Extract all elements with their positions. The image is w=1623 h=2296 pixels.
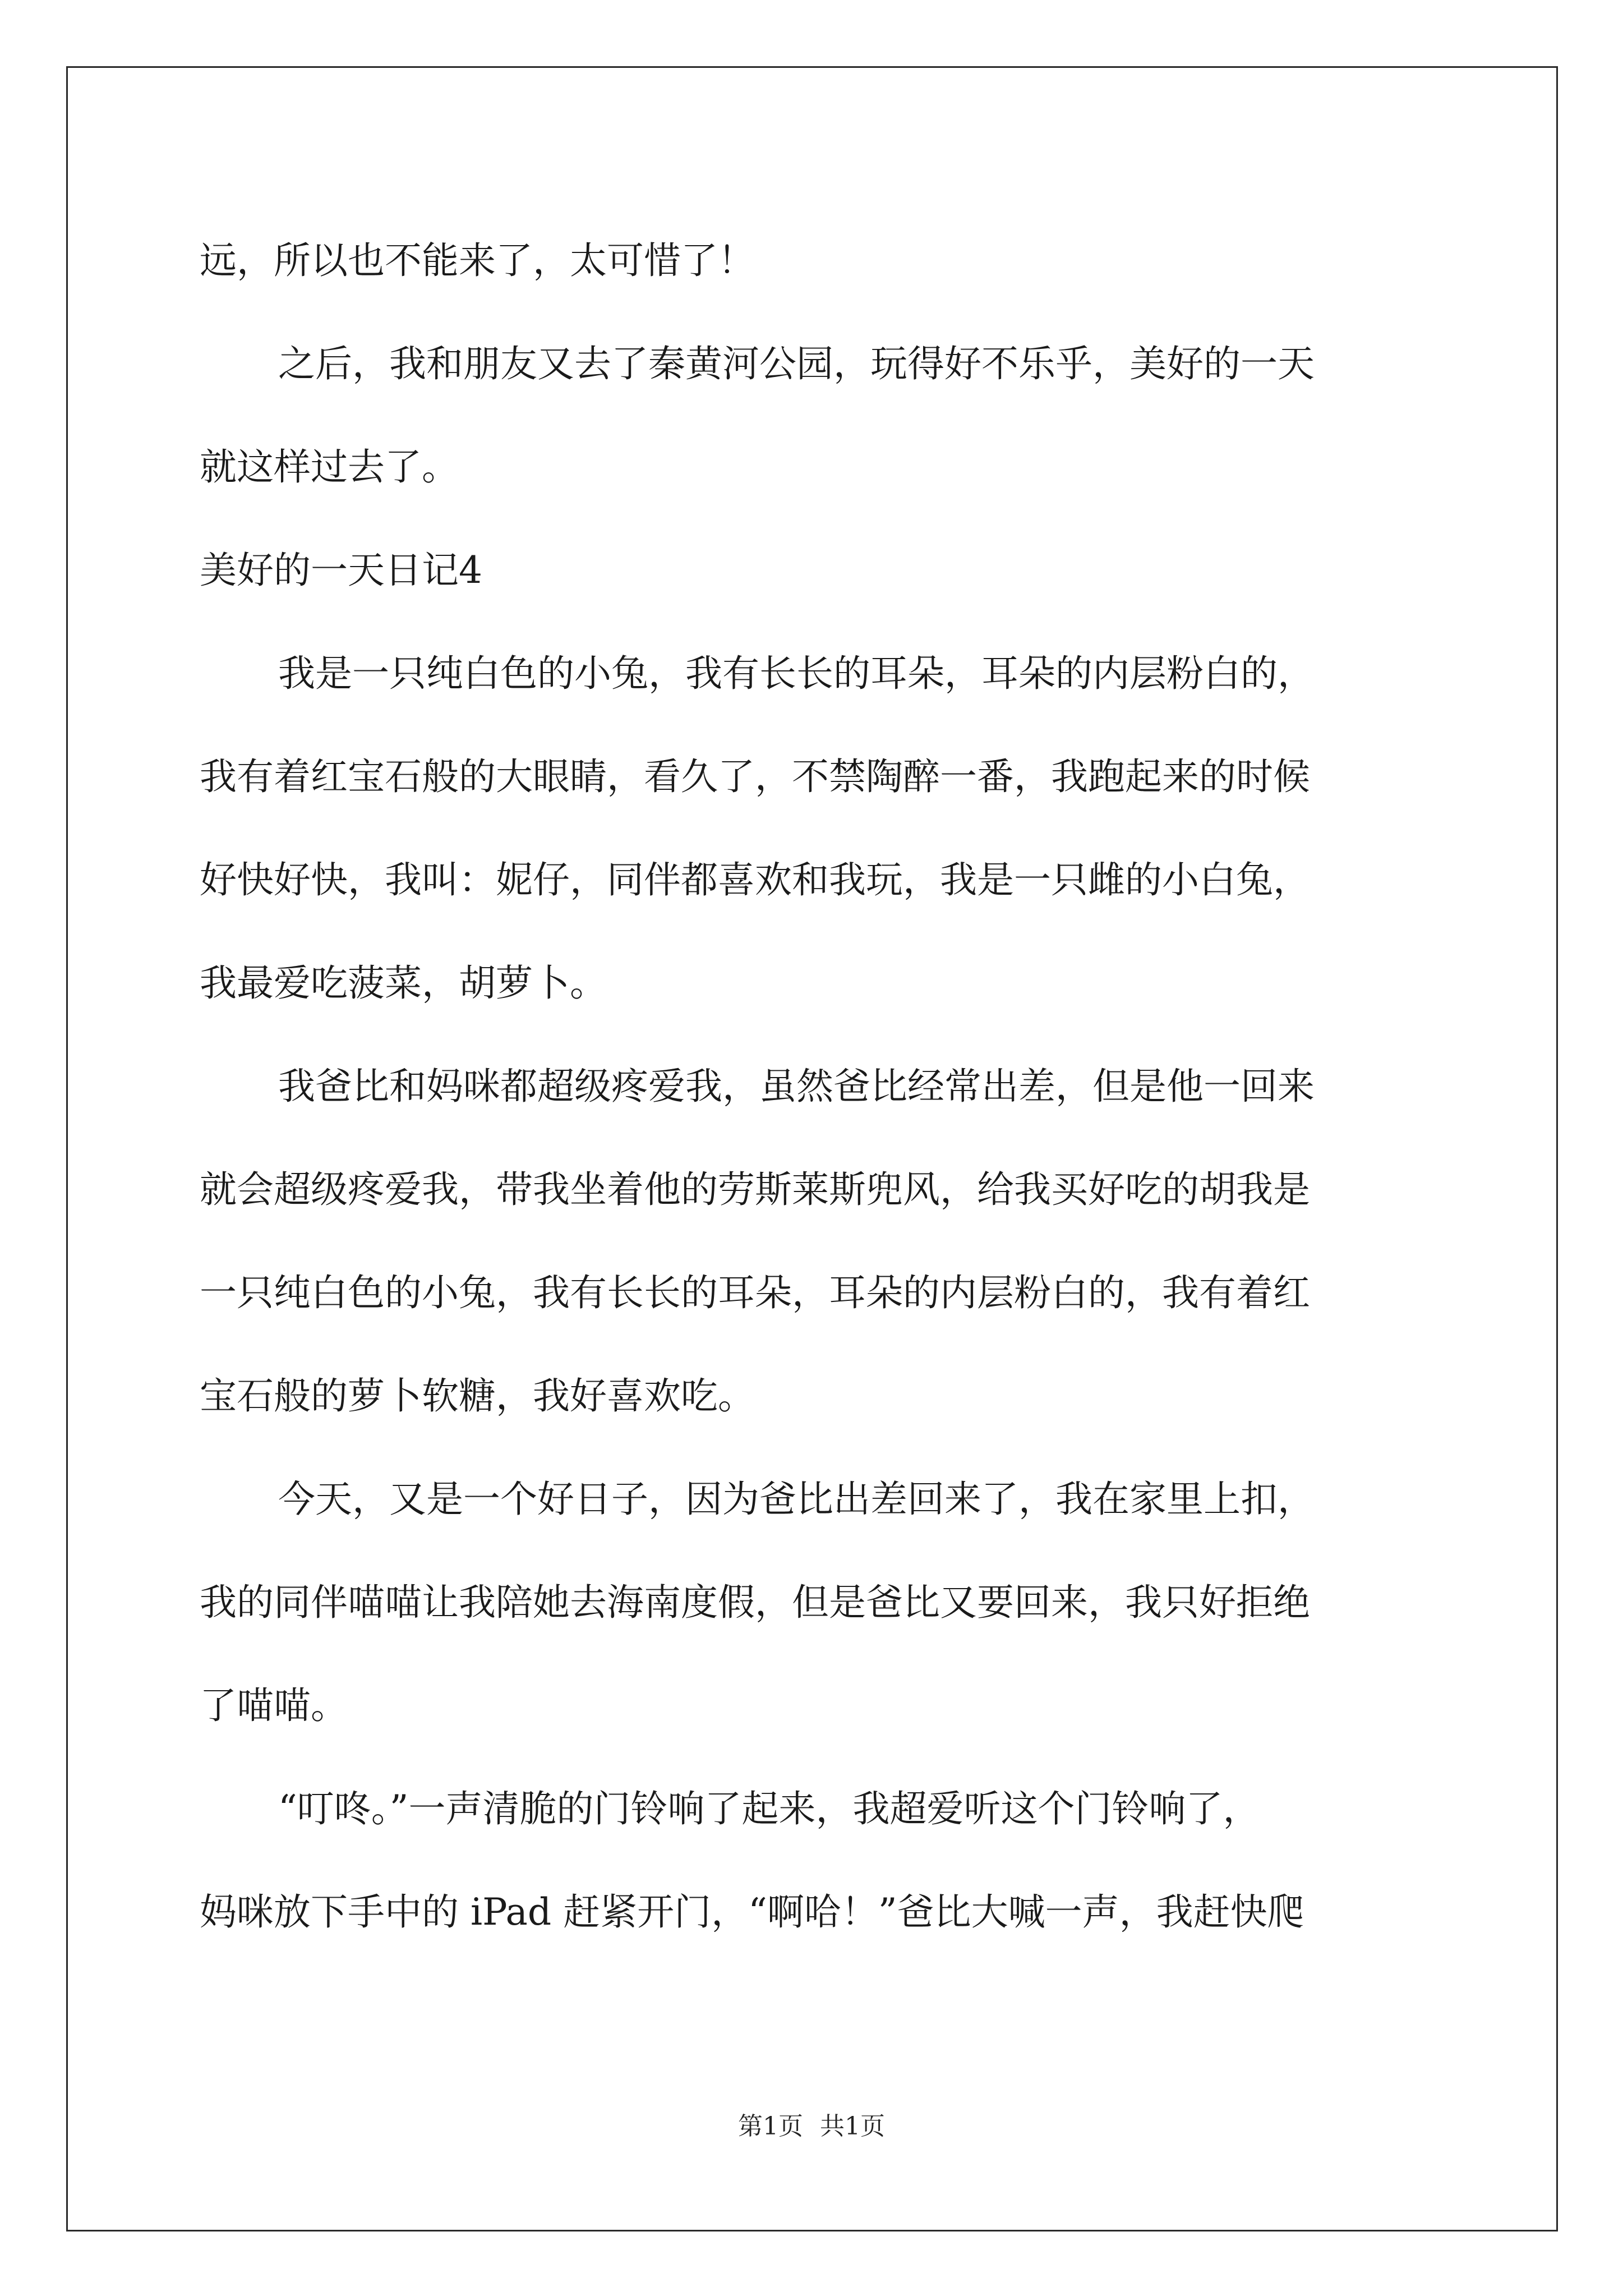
page-total: 共1页 [820,2112,885,2141]
text-line: 今天，又是一个好日子，因为爸比出差回来了，我在家里上扣， [278,1478,1315,1521]
text-line: 就会超级疼爱我，带我坐着他的劳斯莱斯兜风，给我买好吃的胡我是 [200,1168,1310,1211]
text-line: 我有着红宝石般的大眼睛，看久了，不禁陶醉一番，我跑起来的时候 [200,755,1310,798]
text-line: 妈咪放下手中的 iPad 赶紧开门，“啊哈！”爸比大喊一声，我赶快爬 [200,1890,1304,1934]
page-number: 第1页 [738,2112,803,2141]
section-title: 美好的一天日记4 [200,549,482,592]
text-line: 了喵喵。 [200,1684,348,1727]
text-line: 好快好快，我叫：妮仔，同伴都喜欢和我玩，我是一只雌的小白兔， [200,858,1310,901]
text-line: “叮咚。”一声清脆的门铃响了起来，我超爱听这个门铃响了， [278,1787,1260,1830]
text-line: 我最爱吃菠菜，胡萝卜。 [200,961,607,1005]
document-body [200,209,1428,1964]
text-line: 宝石般的萝卜软糖，我好喜欢吃。 [200,1374,755,1418]
text-line: 远，所以也不能来了，太可惜了！ [200,239,755,282]
text-line: 我爸比和妈咪都超级疼爱我，虽然爸比经常出差，但是他一回来 [278,1065,1315,1108]
text-line: 就这样过去了。 [200,445,459,489]
text-line: 之后，我和朋友又去了秦黄河公园，玩得好不乐乎，美好的一天 [278,342,1315,385]
text-line: 我的同伴喵喵让我陪她去海南度假，但是爸比又要回来，我只好拒绝 [200,1581,1310,1624]
text-line: 一只纯白色的小兔，我有长长的耳朵，耳朵的内层粉白的，我有着红 [200,1271,1310,1314]
page-footer [0,2106,1623,2142]
text-line: 我是一只纯白色的小兔，我有长长的耳朵，耳朵的内层粉白的， [278,652,1315,695]
